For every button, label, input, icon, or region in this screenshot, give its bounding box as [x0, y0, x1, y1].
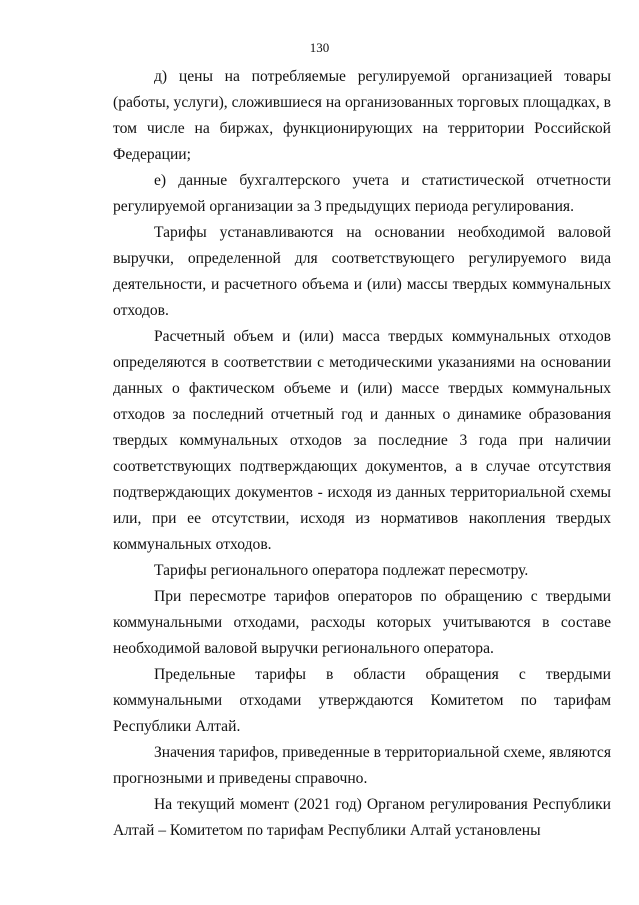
- paragraph-accounting-data: е) данные бухгалтерского учета и статистической отчетности регулируемой организации за 3 предыдущих периода регулирования.: [113, 172, 611, 215]
- paragraph-operator-revision: При пересмотре тарифов операторов по обращению с твердыми коммунальными отходами, расходы которых учитываются в составе необходимой валовой выручки регионального оператора.: [113, 588, 611, 657]
- paragraph-limit-tariffs: Предельные тарифы в области обращения с твердыми коммунальными отходами утверждаются Комитетом по тарифам Республики Алтай.: [113, 666, 611, 735]
- document-body: [113, 64, 611, 844]
- paragraph-tariff-revision: Тарифы регионального оператора подлежат пересмотру.: [154, 562, 529, 579]
- paragraph-prices: д) цены на потребляемые регулируемой организацией товары (работы, услуги), сложившиеся на организованных торговых площадках, в том числе на биржах, функционирующих на территории Российской Федерации;: [113, 68, 611, 163]
- paragraph-tariffs-basis: Тарифы устанавливаются на основании необходимой валовой выручки, определенной для соответствующего регулируемого вида деятельности, и расчетного объема и (или) массы твердых коммунальных отходов.: [113, 224, 611, 319]
- paragraph-current-moment: На текущий момент (2021 год) Органом регулирования Республики Алтай – Комитетом по тарифам Республики Алтай установлены: [113, 796, 611, 839]
- paragraph-forecast-values: Значения тарифов, приведенные в территориальной схеме, являются прогнозными и приведены справочно.: [113, 744, 611, 787]
- page-number: 130: [309, 40, 330, 55]
- paragraph-waste-volume: Расчетный объем и (или) масса твердых коммунальных отходов определяются в соответствии с методическими указаниями на основании данных о фактическом объеме и (или) массе твердых коммунальных отходов за последний отчетный год и данных о динамике образования твердых коммунальных отходов за последние 3 года при наличии соответствующих подтверждающих документов, а в случае отсутствия подтверждающих документов - исходя из данных территориальной схемы или, при ее отсутствии, исходя из нормативов накопления твердых коммунальных отходов.: [113, 328, 611, 553]
